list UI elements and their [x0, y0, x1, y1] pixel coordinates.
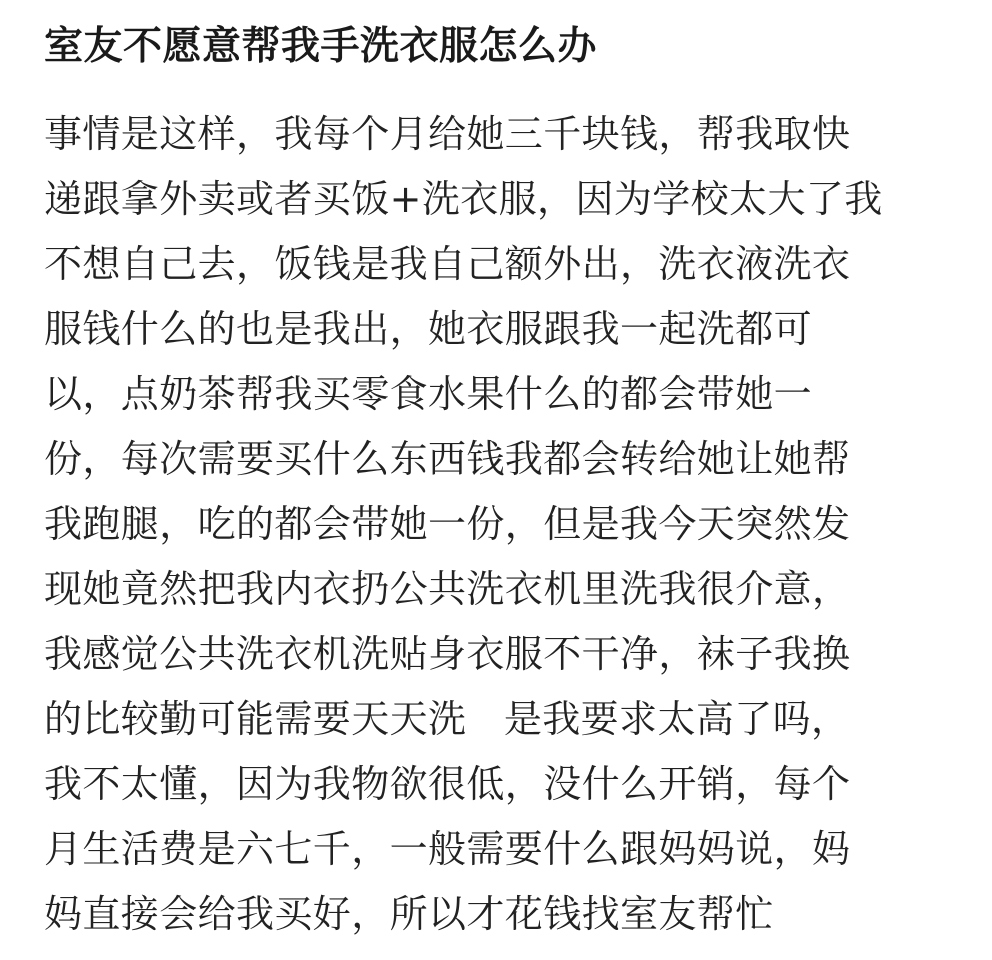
body-line: 递跟拿外卖或者买饭+洗衣服，因为学校太大了我	[44, 177, 883, 221]
body-line: 妈直接会给我买好，所以才花钱找室友帮忙	[44, 892, 774, 936]
body-line: 不想自己去，饭钱是我自己额外出，洗衣液洗衣	[44, 242, 851, 286]
body-line: 月生活费是六七千，一般需要什么跟妈妈说，妈	[44, 827, 851, 871]
body-line: 服钱什么的也是我出，她衣服跟我一起洗都可	[44, 307, 813, 351]
body-line: 份，每次需要买什么东西钱我都会转给她让她帮	[44, 437, 851, 481]
body-line: 我感觉公共洗衣机洗贴身衣服不干净，袜子我换	[44, 632, 851, 676]
body-line: 以，点奶茶帮我买零食水果什么的都会带她一	[44, 372, 813, 416]
body-line: 我跑腿，吃的都会带她一份，但是我今天突然发	[44, 502, 851, 546]
post-body	[44, 102, 948, 947]
body-line: 现她竟然把我内衣扔公共洗衣机里洗我很介意，	[44, 567, 851, 611]
body-line: 事情是这样，我每个月给她三千块钱，帮我取快	[44, 112, 851, 156]
body-line: 的比较勤可能需要天天洗 是我要求太高了吗，	[44, 697, 850, 741]
post-title: 室友不愿意帮我手洗衣服怎么办	[44, 24, 598, 69]
body-line: 我不太懂，因为我物欲很低，没什么开销，每个	[44, 762, 851, 806]
